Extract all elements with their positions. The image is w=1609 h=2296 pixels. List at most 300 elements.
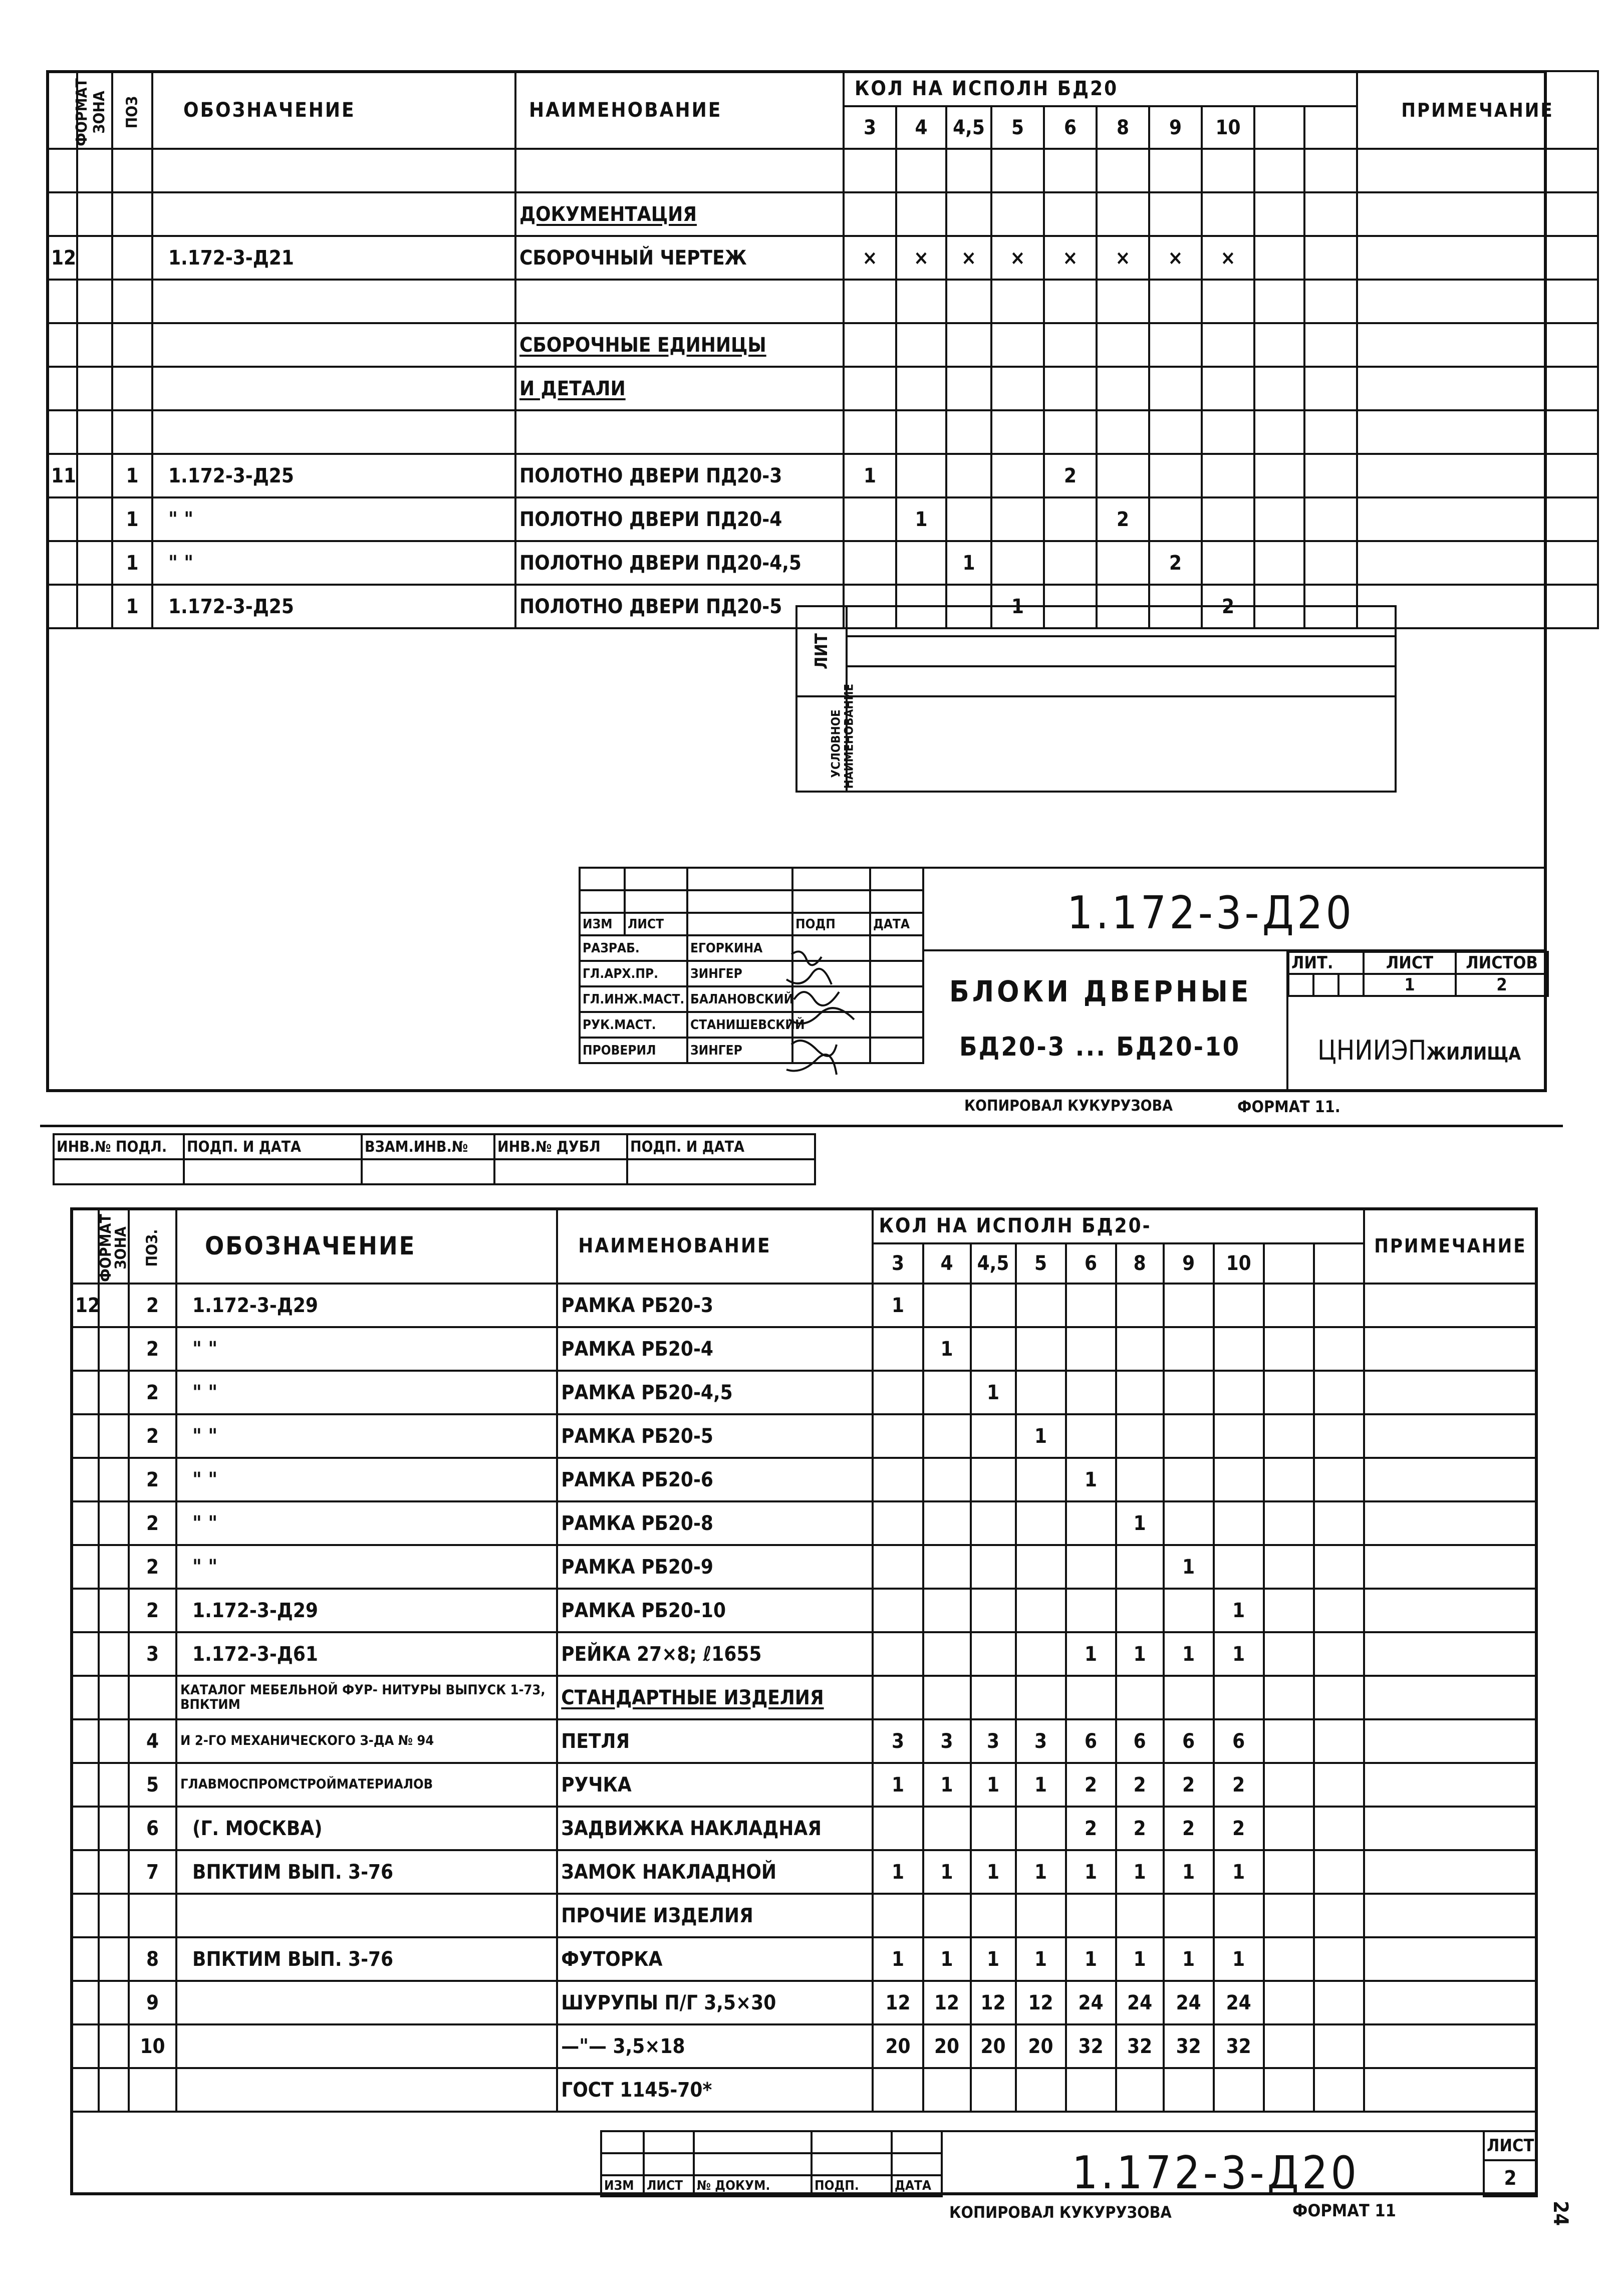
cell-qty: 1 [1016,1937,1066,1981]
cell-empty [1264,1458,1314,1501]
cell-empty [1254,541,1304,585]
cell-format [71,1632,99,1676]
cell-zone [99,1981,129,2024]
cell-note [1364,2068,1537,2112]
cell-qty [946,367,991,410]
table-row [71,1589,1537,1632]
title-block-person-row [580,986,923,1012]
cell-designation: ВПКТИМ ВЫП. 3-76 [176,1850,557,1894]
cell-empty [1264,1850,1314,1894]
cell-qty: 1 [1116,1937,1164,1981]
cell-qty [923,1501,971,1545]
cell-empty [1314,1850,1364,1894]
cell-empty [1254,149,1304,192]
cell-qty [1044,497,1097,541]
cell-qty [971,1589,1016,1632]
sheet-1-copied: КОПИРОВАЛ КУКУРУЗОВА [964,1097,1173,1115]
cell-qty: 1 [873,1850,923,1894]
cell-designation [152,367,515,410]
cell-qty [873,1501,923,1545]
cell-qty [1149,192,1202,236]
cell-qty: 3 [923,1719,971,1763]
cell-qty [1164,1894,1214,1937]
hdr2-pos: ПОЗ. [129,1208,176,1284]
cell-qty [1066,1589,1116,1632]
cell-format [71,1501,99,1545]
cell-qty: 1 [1016,1850,1066,1894]
hdr-format: ФОРМАТ [47,71,77,149]
cell-pos [112,192,152,236]
cell-empty [1314,1894,1364,1937]
cell-empty [1304,410,1357,454]
cell-qty [1149,497,1202,541]
cell-format [71,1589,99,1632]
cell-format [71,1545,99,1589]
cell-qty: 24 [1066,1981,1116,2024]
cell-qty [991,410,1044,454]
cell-name: РЕЙКА 27×8; ℓ1655 [557,1632,873,1676]
cell-zone [77,541,112,585]
cell-pos: 9 [129,1981,176,2024]
cell-empty [1264,1676,1314,1719]
cell-qty: 1 [1164,1850,1214,1894]
cell-format [71,1937,99,1981]
table-row [71,2024,1537,2068]
cell-qty [1066,1894,1116,1937]
qty-col-empty [1314,1243,1364,1284]
cell-qty: 20 [873,2024,923,2068]
cell-qty [923,1589,971,1632]
tb2-list: ЛИСТ [644,2175,694,2196]
cell-format: 11 [47,454,77,497]
table-row [71,1632,1537,1676]
cell-note [1364,1589,1537,1632]
cell-zone [77,323,112,367]
tb2-doc: № ДОКУМ. [694,2175,812,2196]
tb1-lit-hdr: ЛИТ. [1288,952,1364,974]
cell-qty [873,1676,923,1719]
cell-note [1364,1414,1537,1458]
tb2-date: ДАТА [892,2175,942,2196]
cell-note [1357,497,1598,541]
cell-qty: 1 [971,1937,1016,1981]
cell-pos: 8 [129,1937,176,1981]
cell-qty [991,192,1044,236]
cell-empty [1254,236,1304,280]
cell-qty [1214,1327,1264,1371]
cell-qty: 1 [1214,1937,1264,1981]
sheet-1-lit-sheet-box [1287,951,1549,997]
person-date [870,1038,923,1063]
cell-designation: И 2-ГО МЕХАНИЧЕСКОГО З-ДА № 94 [176,1719,557,1763]
cell-empty [1314,1676,1364,1719]
cell-qty [844,192,896,236]
tb1-date: ДАТА [870,913,923,935]
cell-qty [1202,323,1254,367]
table-row [47,192,1598,236]
cell-qty: 12 [873,1981,923,2024]
cell-qty: 24 [1214,1981,1264,2024]
cell-empty [1264,1371,1314,1414]
cell-pos: 2 [129,1284,176,1327]
cell-qty [1116,1327,1164,1371]
cell-empty [1254,367,1304,410]
cell-qty [896,149,946,192]
cell-zone [99,1284,129,1327]
hdr2-zone: ЗОНА [99,1208,129,1284]
cell-zone [99,2024,129,2068]
cell-qty [923,1807,971,1850]
qty-col-header: 5 [991,106,1044,149]
cell-designation: 1.172-3-Д21 [152,236,515,280]
cell-note [1364,1719,1537,1763]
cell-empty [1264,1807,1314,1850]
cell-designation: ГЛАВМОСПРОМСТРОЙМАТЕРИАЛОВ [176,1763,557,1807]
cell-qty: × [991,236,1044,280]
qty-col-header: 6 [1066,1243,1116,1284]
cell-qty [923,1284,971,1327]
cell-zone [99,1501,129,1545]
cell-qty: 1 [971,1850,1016,1894]
cell-pos [129,2068,176,2112]
cell-zone [99,1719,129,1763]
cell-name: РАМКА РБ20-10 [557,1589,873,1632]
cell-name: И ДЕТАЛИ [515,367,844,410]
table-row [71,1545,1537,1589]
cell-empty [1264,1719,1314,1763]
person-name: ЗИНГЕР [687,1038,792,1063]
cell-qty [1202,280,1254,323]
cell-qty [923,1894,971,1937]
cell-pos: 1 [112,541,152,585]
cell-qty: 1 [1116,1632,1164,1676]
cell-qty [1214,1371,1264,1414]
sheet-2-copied: КОПИРОВАЛ КУКУРУЗОВА [949,2203,1172,2222]
cell-empty [1314,1719,1364,1763]
cell-qty: 1 [896,497,946,541]
table-row [47,367,1598,410]
cell-empty [1264,1981,1314,2024]
cell-qty [1044,192,1097,236]
cell-qty [1016,1632,1066,1676]
table-row [47,323,1598,367]
cell-note [1364,1763,1537,1807]
cell-note [1364,1458,1537,1501]
cell-qty: × [1149,236,1202,280]
cell-qty [971,1458,1016,1501]
cell-format [71,1763,99,1807]
cell-designation: " " [176,1414,557,1458]
cell-qty: 2 [1149,541,1202,585]
cell-zone [77,585,112,628]
hdr-zone: ЗОНА [77,71,112,149]
cell-qty [991,367,1044,410]
cell-name: ЗАДВИЖКА НАКЛАДНАЯ [557,1807,873,1850]
tb1-sheets-hdr: ЛИСТОВ [1456,952,1548,974]
cell-qty [896,367,946,410]
cell-format [71,2068,99,2112]
cell-qty: 1 [1214,1589,1264,1632]
cell-zone [99,1894,129,1937]
cell-name: РАМКА РБ20-6 [557,1458,873,1501]
cell-empty [1304,236,1357,280]
cell-qty [1164,1371,1214,1414]
cell-zone [99,1545,129,1589]
sheet-divider [40,1125,1563,1127]
cell-qty [1044,410,1097,454]
cell-zone [99,1414,129,1458]
cell-empty [1314,1589,1364,1632]
cell-empty [1264,1327,1314,1371]
cell-empty [1314,1807,1364,1850]
cell-empty [1314,2068,1364,2112]
cell-qty [946,149,991,192]
cell-qty: 1 [923,1763,971,1807]
stamp-header: ПОДП. И ДАТА [627,1134,815,1159]
cell-note [1357,541,1598,585]
person-role: РУК.МАСТ. [580,1012,687,1038]
cell-qty [1097,192,1149,236]
qty-col-header: 10 [1214,1243,1264,1284]
cell-empty [1314,1981,1364,2024]
cell-designation: " " [176,1458,557,1501]
cell-qty: 24 [1116,1981,1164,2024]
cell-designation: ВПКТИМ ВЫП. 3-76 [176,1937,557,1981]
person-role: ГЛ.ИНЖ.МАСТ. [580,986,687,1012]
cell-qty [1164,1676,1214,1719]
cell-qty [896,192,946,236]
cell-qty [1164,1501,1214,1545]
cell-qty [946,497,991,541]
cell-qty [1097,410,1149,454]
cell-qty [1214,1414,1264,1458]
hdr-note: ПРИМЕЧАНИЕ [1357,71,1598,149]
cell-qty [991,541,1044,585]
cell-name: ПОЛОТНО ДВЕРИ ПД20-4,5 [515,541,844,585]
cell-pos: 1 [112,454,152,497]
tb1-line-vert [1286,949,1288,1092]
cell-empty [1304,280,1357,323]
cell-qty: 2 [1164,1807,1214,1850]
cell-qty: 1 [1016,1414,1066,1458]
cell-name: РАМКА РБ20-8 [557,1501,873,1545]
person-date [870,935,923,961]
cell-format [47,541,77,585]
cell-qty: 1 [844,454,896,497]
cell-pos: 2 [129,1501,176,1545]
cell-name: ПРОЧИЕ ИЗДЕЛИЯ [557,1894,873,1937]
cell-note [1364,1371,1537,1414]
table-row [71,1501,1537,1545]
cell-note [1357,149,1598,192]
sheet-2-sheet-box [1483,2130,1538,2197]
cell-designation [152,410,515,454]
cell-name: ПЕТЛЯ [557,1719,873,1763]
cell-name: РАМКА РБ20-3 [557,1284,873,1327]
cell-empty [1314,1327,1364,1371]
cell-designation: " " [176,1545,557,1589]
cell-zone [99,1632,129,1676]
cell-qty [971,1632,1016,1676]
table-row [71,1327,1537,1371]
cell-qty [1066,1545,1116,1589]
hdr-designation: ОБОЗНАЧЕНИЕ [152,71,515,149]
cell-zone [77,149,112,192]
cell-qty [896,280,946,323]
cell-qty: 1 [873,1763,923,1807]
cell-qty [923,1632,971,1676]
cell-name: РАМКА РБ20-5 [557,1414,873,1458]
cell-designation: 1.172-3-Д61 [176,1632,557,1676]
cell-qty: × [844,236,896,280]
cell-format [71,1719,99,1763]
table-row [71,1763,1537,1807]
cell-format [47,280,77,323]
title-block-person-row [580,961,923,986]
cell-name [515,149,844,192]
cell-qty [971,1414,1016,1458]
table-row [47,236,1598,280]
cell-format [47,585,77,628]
qty-col-header: 8 [1097,106,1149,149]
qty-col-empty [1264,1243,1314,1284]
cell-name: ЗАМОК НАКЛАДНОЙ [557,1850,873,1894]
cell-qty [1202,149,1254,192]
cell-qty: 1 [971,1763,1016,1807]
cell-pos: 3 [129,1632,176,1676]
cell-qty [873,1327,923,1371]
cell-qty [873,2068,923,2112]
cell-qty [1097,323,1149,367]
cell-qty: 6 [1214,1719,1264,1763]
cell-empty [1314,1937,1364,1981]
cell-qty [971,1676,1016,1719]
tb1-sheet-hdr: ЛИСТ [1364,952,1456,974]
cell-empty [1304,323,1357,367]
cell-qty [1214,1676,1264,1719]
cell-note [1364,1327,1537,1371]
cell-designation [176,1981,557,2024]
cell-designation: (Г. МОСКВА) [176,1807,557,1850]
cell-note [1357,410,1598,454]
cell-empty [1264,1545,1314,1589]
cell-qty [1116,1414,1164,1458]
cell-qty: 32 [1164,2024,1214,2068]
cell-format [71,1458,99,1501]
cell-qty: 32 [1116,2024,1164,2068]
cell-qty [1116,1371,1164,1414]
cell-qty [946,410,991,454]
cell-qty [1164,1589,1214,1632]
cell-format [47,410,77,454]
cell-name: ШУРУПЫ П/Г 3,5×30 [557,1981,873,2024]
cell-note [1364,1807,1537,1850]
person-name: СТАНИШЕВСКИЙ [687,1012,792,1038]
cell-designation [176,1894,557,1937]
cell-zone [99,2068,129,2112]
cell-designation: " " [176,1501,557,1545]
stamp-header: ИНВ.№ ДУБЛ [494,1134,627,1159]
cell-qty: 1 [923,1937,971,1981]
tb2-line-top [941,2130,1538,2132]
cell-qty [1016,1589,1066,1632]
cell-note [1364,1676,1537,1719]
hdr2-format: ФОРМАТ [71,1208,99,1284]
cell-qty: 1 [923,1327,971,1371]
cell-name: ГОСТ 1145-70* [557,2068,873,2112]
cell-qty [1116,1458,1164,1501]
cell-qty [1097,367,1149,410]
cell-format [71,1371,99,1414]
cell-pos [112,149,152,192]
cell-qty [1016,1807,1066,1850]
cell-name: СБОРОЧНЫЙ ЧЕРТЕЖ [515,236,844,280]
sheet-1-title-block-left [579,867,924,1064]
cell-qty: 1 [873,1937,923,1981]
cell-note [1357,323,1598,367]
cell-qty: 3 [1016,1719,1066,1763]
cell-qty [1066,1284,1116,1327]
cell-pos: 2 [129,1458,176,1501]
person-name: ЗИНГЕР [687,961,792,986]
cell-qty [1016,1371,1066,1414]
person-date [870,986,923,1012]
tb2-izm: ИЗМ [601,2175,644,2196]
cell-qty [896,541,946,585]
cell-qty: 1 [1016,1763,1066,1807]
cell-qty [1214,2068,1264,2112]
table-row [71,1850,1537,1894]
cell-qty [1214,1894,1264,1937]
cell-qty: 3 [873,1719,923,1763]
cell-qty [971,1327,1016,1371]
cell-note [1364,1981,1537,2024]
hdr2-name: НАИМЕНОВАНИЕ [557,1208,873,1284]
cell-qty [1066,1371,1116,1414]
hdr2-qty-title: КОЛ НА ИСПОЛН БД20- [873,1208,1364,1243]
cell-empty [1304,541,1357,585]
cell-qty: 2 [1164,1763,1214,1807]
page-number: 24 [1549,2200,1572,2226]
cell-qty [844,497,896,541]
cell-qty: 1 [1164,1545,1214,1589]
cell-qty [1097,280,1149,323]
cell-format [71,2024,99,2068]
cell-qty [923,1458,971,1501]
title-block-person-row [580,1038,923,1063]
tb1-line-mid [922,949,1547,951]
cell-empty [1264,1763,1314,1807]
cell-name: ПОЛОТНО ДВЕРИ ПД20-3 [515,454,844,497]
cell-zone [77,192,112,236]
cell-qty [1097,541,1149,585]
cell-qty: × [896,236,946,280]
cell-format [47,192,77,236]
cell-format [71,1676,99,1719]
cell-designation [152,149,515,192]
stamp-header: ВЗАМ.ИНВ.№ [362,1134,494,1159]
cell-qty: 1 [1164,1937,1214,1981]
cell-pos: 1 [112,497,152,541]
hdr-qty-title: КОЛ НА ИСПОЛН БД20 [844,71,1357,106]
cell-empty [1264,1501,1314,1545]
cell-qty [991,497,1044,541]
cell-zone [77,454,112,497]
table-row [71,1284,1537,1327]
sheet-1-code: 1.172-3-Д20 [1067,887,1355,939]
cell-qty [873,1632,923,1676]
cell-qty [1016,1458,1066,1501]
